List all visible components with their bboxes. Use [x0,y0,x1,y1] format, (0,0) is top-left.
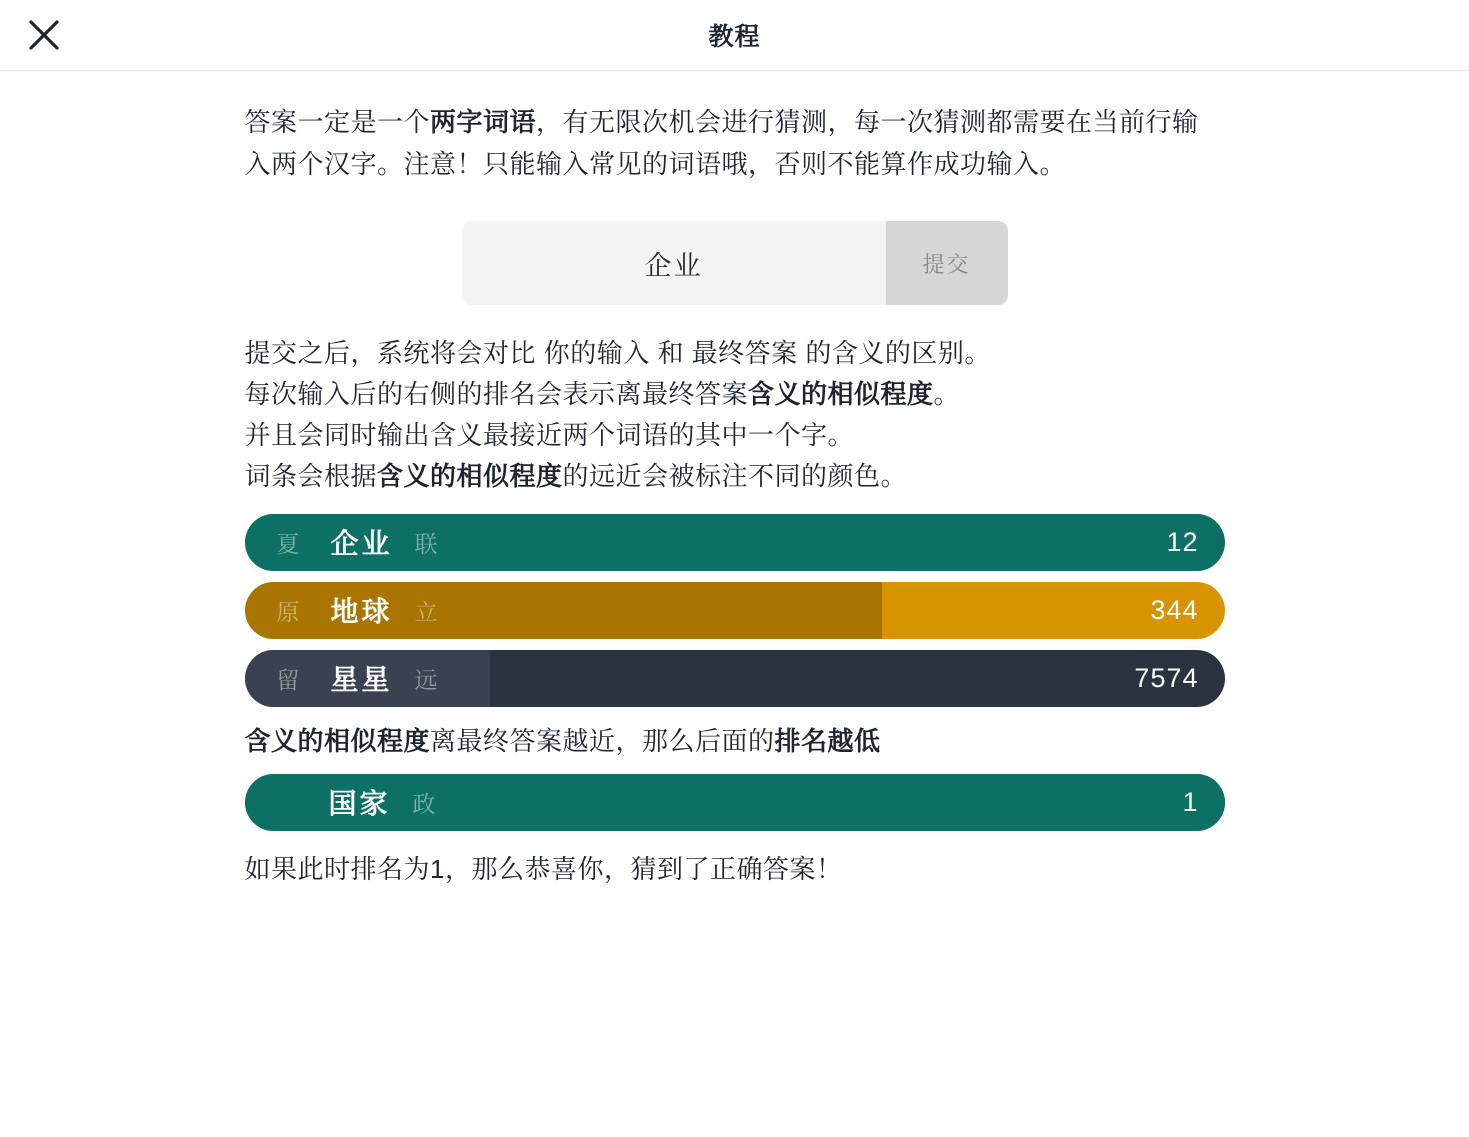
close-icon[interactable] [22,13,66,57]
submit-button[interactable]: 提交 [886,221,1008,305]
explanation-block [245,333,1225,497]
hint-left: 夏 [276,530,300,557]
explain-line-4b: 含义的相似程度 [377,461,563,492]
explain-line-3: 并且会同时输出含义最接近两个词语的其中一个字。 [244,420,855,451]
mid-note [245,721,1225,758]
explain-line-2a: 每次输入后的右侧的排名会表示离最终答案 [244,379,749,410]
guess-input-demo[interactable] [462,221,1008,305]
explain-line-1: 提交之后，系统将会对比 你的输入 和 最终答案 的含义的区别。 [244,338,991,369]
intro-bold: 两字词语 [430,107,537,137]
explain-line-4a: 词条会根据 [244,461,378,492]
page-title: 教程 [708,23,761,51]
hint-right: 立 [414,598,438,625]
table-row [245,582,1225,639]
intro-after: ，有无限次机会进行猜测，每一次猜测都需要在当前行输入两个汉字。注意！只能输入常见的词语哦，否则不能算作成功输入。 [244,107,1199,180]
guess-word: 企业 [330,528,393,560]
mid-note-a: 含义的相似程度 [244,725,431,756]
table-row [245,650,1225,707]
answer-rank-value: 1 [1182,786,1199,817]
tutorial-content [245,71,1225,886]
hint-left: 原 [276,598,300,625]
hint-left: 留 [276,666,300,693]
example-bars [245,514,1225,707]
rank-value: 344 [1150,594,1199,625]
intro-paragraph [245,101,1225,185]
rank-value: 7574 [1134,662,1199,693]
explain-line-2b: 含义的相似程度 [748,379,934,410]
intro-before: 答案一定是一个 [244,107,431,137]
answer-row [245,774,1225,831]
dialog-header [0,0,1469,71]
answer-hint-right: 政 [412,790,436,817]
guess-word: 星星 [330,664,393,696]
guess-word: 地球 [330,596,393,628]
explain-line-4c: 的远近会被标注不同的颜色。 [562,461,908,492]
table-row [245,514,1225,571]
answer-word: 国家 [328,788,391,820]
rank-value: 12 [1166,526,1199,557]
mid-note-b: 离最终答案越近，那么后面的 [430,725,775,756]
explain-line-2 [245,374,1225,415]
answer-bar-wrap [245,774,1225,831]
mid-note-c: 排名越低 [774,725,881,756]
hint-right: 联 [414,530,438,557]
guess-input[interactable]: 企业 [462,221,886,305]
hint-right: 远 [414,666,438,693]
final-note: 如果此时排名为1，那么恭喜你，猜到了正确答案！ [244,853,843,884]
explain-line-4 [245,456,1225,497]
explain-line-2c: 。 [933,379,961,410]
